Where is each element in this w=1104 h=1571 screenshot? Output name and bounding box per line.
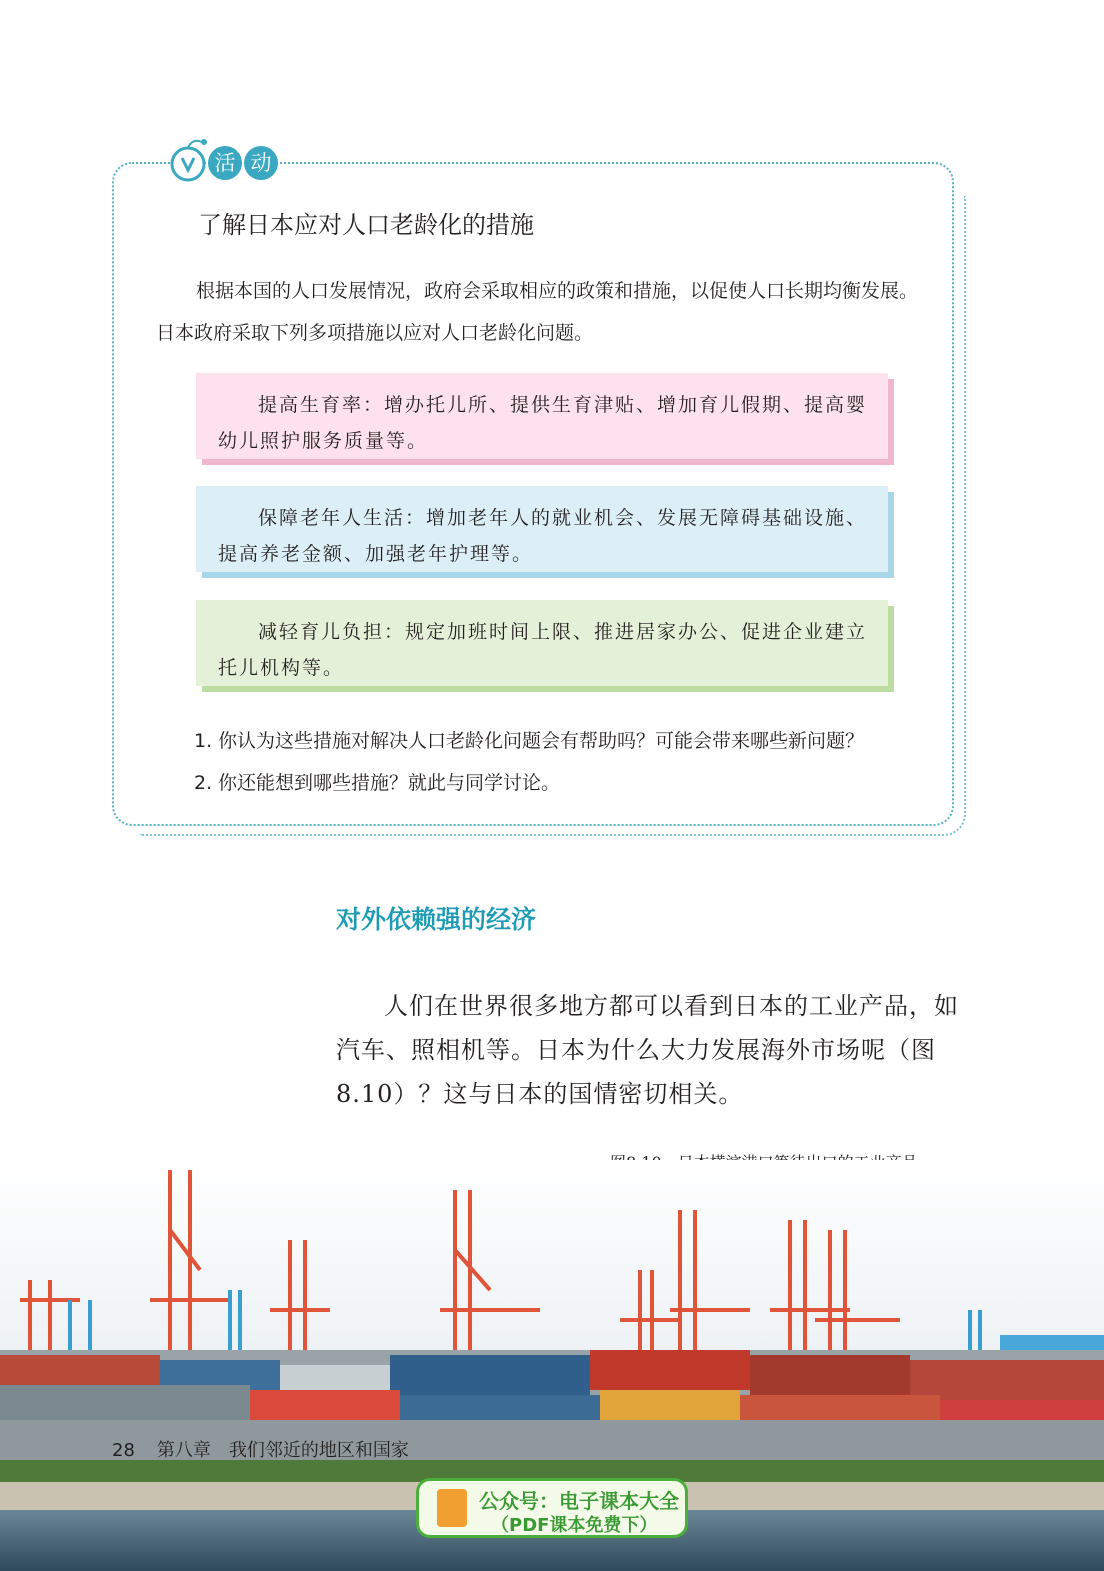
badge-char-2: 动 xyxy=(244,146,278,180)
watermark-line-1: 公众号：电子课本大全 xyxy=(479,1489,679,1513)
page-footer xyxy=(112,1436,409,1462)
question-item xyxy=(194,720,864,762)
lightbulb-icon xyxy=(168,136,212,186)
question-text: 你还能想到哪些措施？就此与同学讨论。 xyxy=(218,772,561,794)
question-item xyxy=(194,762,864,804)
measure-card-elderly: 保障老年人生活：增加老年人的就业机会、发展无障碍基础设施、提高养老金额、加强老年护理等。 xyxy=(196,486,888,572)
section-heading: 对外依赖强的经济 xyxy=(336,905,537,934)
badge-char-1: 活 xyxy=(208,146,242,180)
question-text: 你认为这些措施对解决人口老龄化问题会有帮助吗？可能会带来哪些新问题？ xyxy=(218,730,865,752)
activity-intro: 根据本国的人口发展情况，政府会采取相应的政策和措施，以促使人口长期均衡发展。日本政府采取下列多项措施以应对人口老龄化问题。 xyxy=(156,280,919,344)
activity-title: 了解日本应对人口老龄化的措施 xyxy=(198,211,534,239)
book-icon xyxy=(437,1489,467,1527)
activity-badge xyxy=(168,136,280,186)
watermark-line-2: （PDF课本免费下） xyxy=(491,1515,658,1536)
page-number: 28 xyxy=(112,1440,135,1461)
question-number: 2. xyxy=(194,772,213,794)
question-list xyxy=(194,720,864,804)
section-body: 人们在世界很多地方都可以看到日本的工业产品，如汽车、照相机等。日本为什么大力发展海外市场呢（图8.10）？这与日本的国情密切相关。 xyxy=(336,992,959,1108)
measure-card-childcare: 减轻育儿负担：规定加班时间上限、推进居家办公、促进企业建立托儿机构等。 xyxy=(196,600,888,686)
chapter-title: 第八章 我们邻近的地区和国家 xyxy=(156,1440,409,1461)
measure-card-birthrate: 提高生育率：增办托儿所、提供生育津贴、增加育儿假期、提高婴幼儿照护服务质量等。 xyxy=(196,373,888,459)
question-number: 1. xyxy=(194,730,213,752)
watermark-badge xyxy=(416,1478,688,1538)
